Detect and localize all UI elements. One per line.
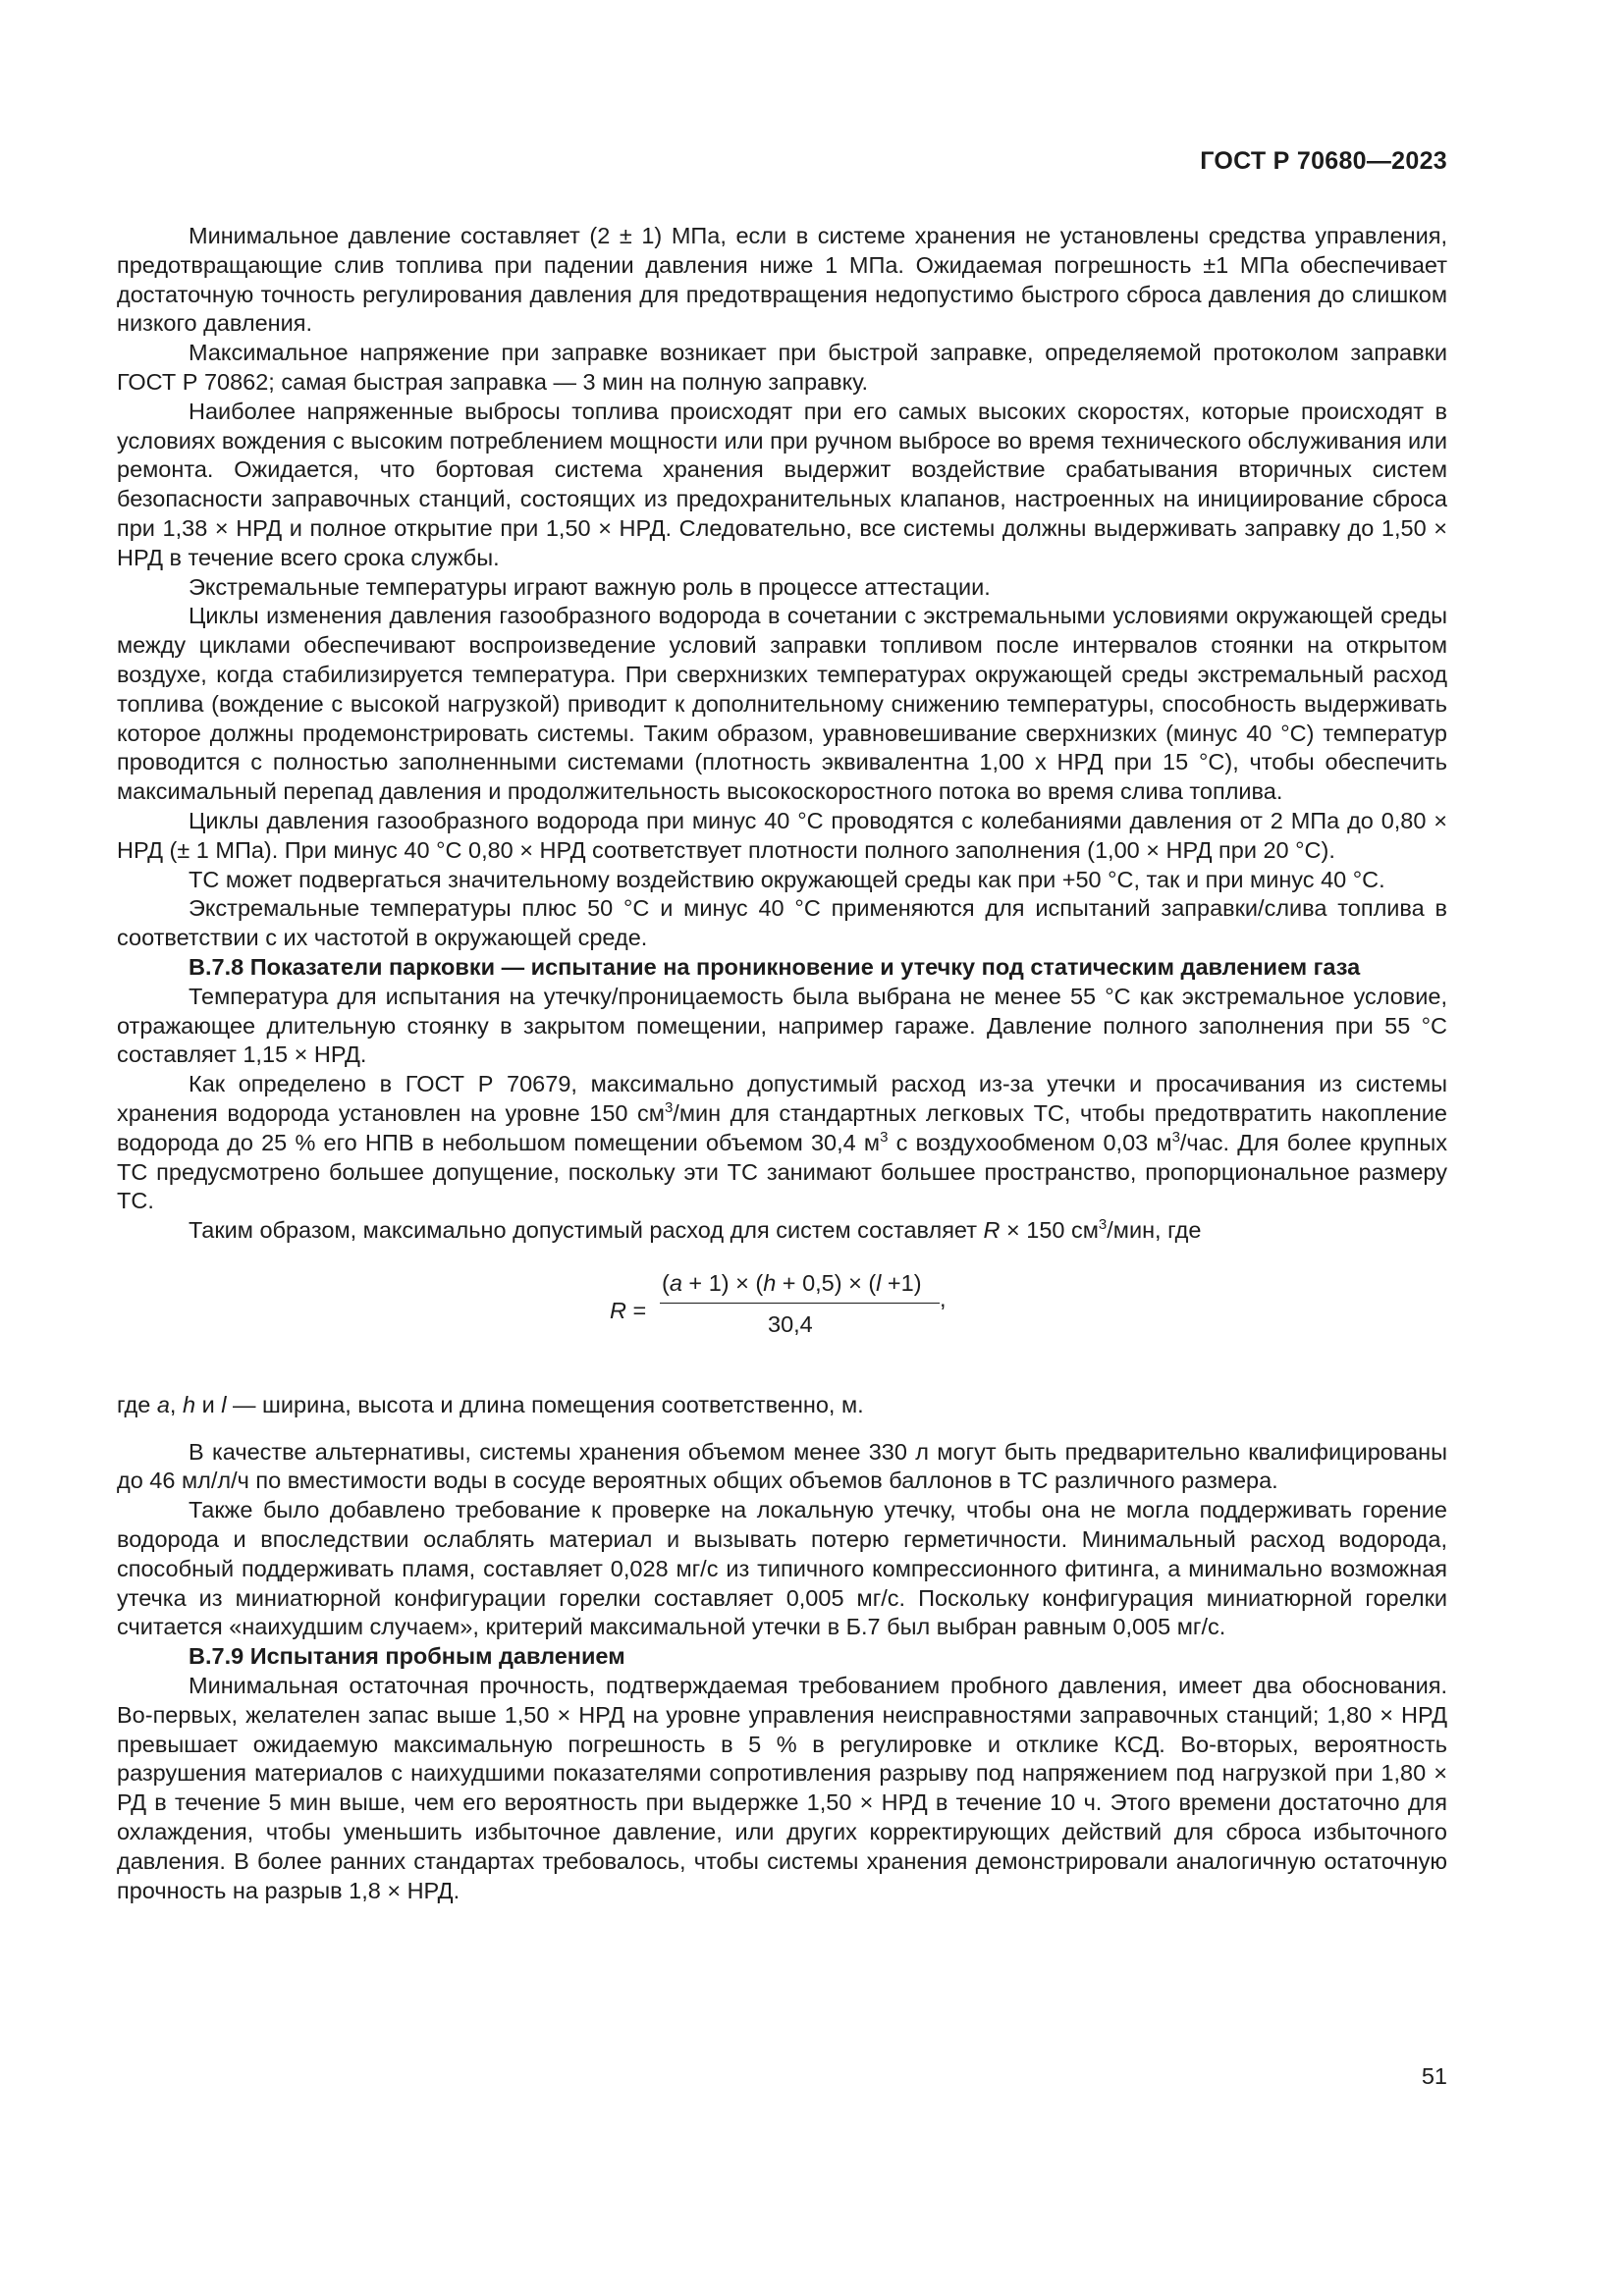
text-run: ,	[169, 1391, 183, 1417]
paragraph: Наиболее напряженные выбросы топлива происходят при его самых высоких скоростях, которые происходят в условиях вождения с высоким потреблением мощности или при ручном выбросе во время технического обслуживания или ремонта. Ожидается, что бортовая система хранения выдержит воздействие срабатывания вторичных систем безопасности заправочных станций, состоящих из предохранительных клапанов, настроенных на инициирование сброса при 1,38 × НРД и полное открытие при 1,50 × НРД. Следовательно, все системы должны выдерживать заправку до 1,50 × НРД в течение всего срока службы.	[117, 398, 1447, 570]
text-run: — ширина, высота и длина помещения соответственно, м.	[226, 1391, 864, 1417]
superscript: 3	[1171, 1128, 1180, 1146]
spacer	[117, 1420, 1447, 1438]
paragraph	[117, 1070, 1447, 1216]
text-run: Таким образом, максимально допустимый расход для систем составляет	[189, 1217, 984, 1244]
text-run: + 0,5) × (	[776, 1269, 877, 1296]
paragraph: Циклы изменения давления газообразного водорода в сочетании с экстремальными условиями окружающей среды между циклами обеспечивают воспроизведение условий заправки топливом после интервалов стоянки на открытом воздухе, когда стабилизируется температура. При сверхнизких температурах окружающей среды экстремальный расход топлива (вождение с высокой нагрузкой) приводит к дополнительному снижению температуры, способность выдерживать которое должны продемонстрировать системы. Таким образом, уравновешивание сверхнизких (минус 40 °С) температур проводится с полностью заполненными системами (плотность эквивалентна 1,00 х НРД при 15 °С), чтобы обеспечить максимальный перепад давления и продолжительность высокоскоростного потока во время слива топлива.	[117, 603, 1447, 805]
variable: R	[610, 1297, 626, 1323]
fraction-bar	[660, 1303, 940, 1304]
superscript: 3	[664, 1099, 674, 1117]
formula-numerator	[662, 1269, 922, 1299]
variable: a	[156, 1391, 170, 1417]
formula-lhs	[610, 1297, 646, 1326]
text-run: × 150 см	[1000, 1217, 1099, 1244]
variable: l	[876, 1269, 882, 1296]
text-run: где	[117, 1391, 157, 1417]
variable: h	[763, 1269, 777, 1296]
variable: a	[669, 1269, 682, 1296]
paragraph: Экстремальные температуры играют важную роль в процессе аттестации.	[189, 573, 991, 600]
paragraph: Экстремальные температуры плюс 50 °С и минус 40 °С применяются для испытаний заправки/слива топлива в соответствии с их частотой в окружающей среде.	[117, 895, 1447, 951]
formula-comma: ,	[940, 1285, 947, 1311]
formula-legend	[117, 1391, 1447, 1420]
section-heading: В.7.8 Показатели парковки — испытание на проникновение и утечку под статическим давлением газа	[189, 953, 1361, 980]
text-run: (	[662, 1269, 670, 1296]
paragraph	[117, 1216, 1447, 1246]
paragraph: В качестве альтернативы, системы хранения объемом менее 330 л могут быть предварительно квалифицированы до 46 мл/л/ч по вместимости воды в сосуде вероятных общих объемов баллонов в ТС различного размера.	[117, 1438, 1447, 1494]
page-number: 51	[1421, 2063, 1447, 2089]
variable: l	[221, 1391, 227, 1417]
text-run: + 1) × (	[681, 1269, 764, 1296]
text-run: /мин, где	[1107, 1217, 1202, 1244]
variable: R	[983, 1217, 1001, 1244]
superscript: 3	[1098, 1216, 1108, 1234]
variable: h	[182, 1391, 196, 1417]
text-run: /час. Для более крупных ТС предусмотрено большее допущение, поскольку эти ТС занимают большее пространство, пропорциональное размеру ТС.	[117, 1129, 1447, 1214]
formula	[117, 1259, 1447, 1377]
document-id-header: ГОСТ Р 70680—2023	[1200, 147, 1447, 175]
paragraph: Максимальное напряжение при заправке возникает при быстрой заправке, определяемой протоколом заправки ГОСТ Р 70862; самая быстрая заправка — 3 мин на полную заправку.	[117, 340, 1447, 395]
text-run: Как определено в ГОСТ Р 70679, максимально допустимый расход из-за утечки и просачивания из системы хранения водорода установлен на уровне 150 см	[117, 1071, 1447, 1126]
superscript: 3	[880, 1128, 889, 1146]
equals-sign: =	[625, 1297, 647, 1323]
paragraph: Также было добавлено требование к проверке на локальную утечку, чтобы она не могла поддерживать горение водорода и впоследствии ослаблять материал и вызывать потерю герметичности. Минимальный расход водорода, способный поддерживать пламя, составляет 0,028 мг/с из типичного компрессионного фитинга, а минимально возможная утечка из миниатюрной конфигурации горелки составляет 0,005 мг/с. Поскольку конфигурация миниатюрной горелки считается «наихудшим случаем», критерий максимальной утечки в Б.7 был выбран равным 0,005 мг/с.	[117, 1497, 1447, 1640]
document-body	[117, 222, 1447, 1905]
paragraph: Температура для испытания на утечку/проницаемость была выбрана не менее 55 °С как экстремальное условие, отражающее длительную стоянку в закрытом помещении, например гараже. Давление полного заполнения при 55 °С составляет 1,15 × НРД.	[117, 983, 1447, 1068]
text-run: и	[195, 1391, 222, 1417]
section-heading: В.7.9 Испытания пробным давлением	[189, 1643, 625, 1670]
paragraph: Минимальное давление составляет (2 ± 1) МПа, если в системе хранения не установлены средства управления, предотвращающие слив топлива при падении давления ниже 1 МПа. Ожидаемая погрешность ±1 МПа обеспечивает достаточную точность регулирования давления для предотвращения недопустимо быстрого сброса давления до слишком низкого давления.	[117, 223, 1447, 337]
paragraph: ТС может подвергаться значительному воздействию окружающей среды как при +50 °С, так и при минус 40 °С.	[189, 866, 1385, 892]
paragraph: Минимальная остаточная прочность, подтверждаемая требованием пробного давления, имеет два обоснования. Во-первых, желателен запас выше 1,50 × НРД на уровне управления неисправностями заправочных станций; 1,80 × НРД превышает ожидаемую максимальную погрешность в 5 % в регулировке и отклике КСД. Во-вторых, вероятность разрушения материалов с наихудшими показателями сопротивления разрыву под напряжением под нагрузкой при 1,80 × РД в течение 5 мин выше, чем его вероятность при выдержке 1,50 × НРД в течение 10 ч. Этого времени достаточно для охлаждения, чтобы уменьшить избыточное давление, или других корректирующих действий для сброса избыточного давления. В более ранних стандартах требовалось, чтобы системы хранения демонстрировали аналогичную остаточную прочность на разрыв 1,8 × НРД.	[117, 1673, 1447, 1903]
paragraph: Циклы давления газообразного водорода при минус 40 °С проводятся с колебаниями давления от 2 МПа до 0,80 × НРД (± 1 МПа). При минус 40 °С 0,80 × НРД соответствует плотности полного заполнения (1,00 × НРД при 20 °С).	[117, 807, 1447, 863]
text-run: /мин для стандартных легковых ТС, чтобы предотвратить накопление водорода до 25 % его НПВ в небольшом помещении объемом 30,4 м	[117, 1099, 1447, 1155]
text-run: +1)	[881, 1269, 922, 1296]
formula-denominator: 30,4	[768, 1310, 813, 1337]
text-run: с воздухообменом 0,03 м	[888, 1129, 1172, 1155]
